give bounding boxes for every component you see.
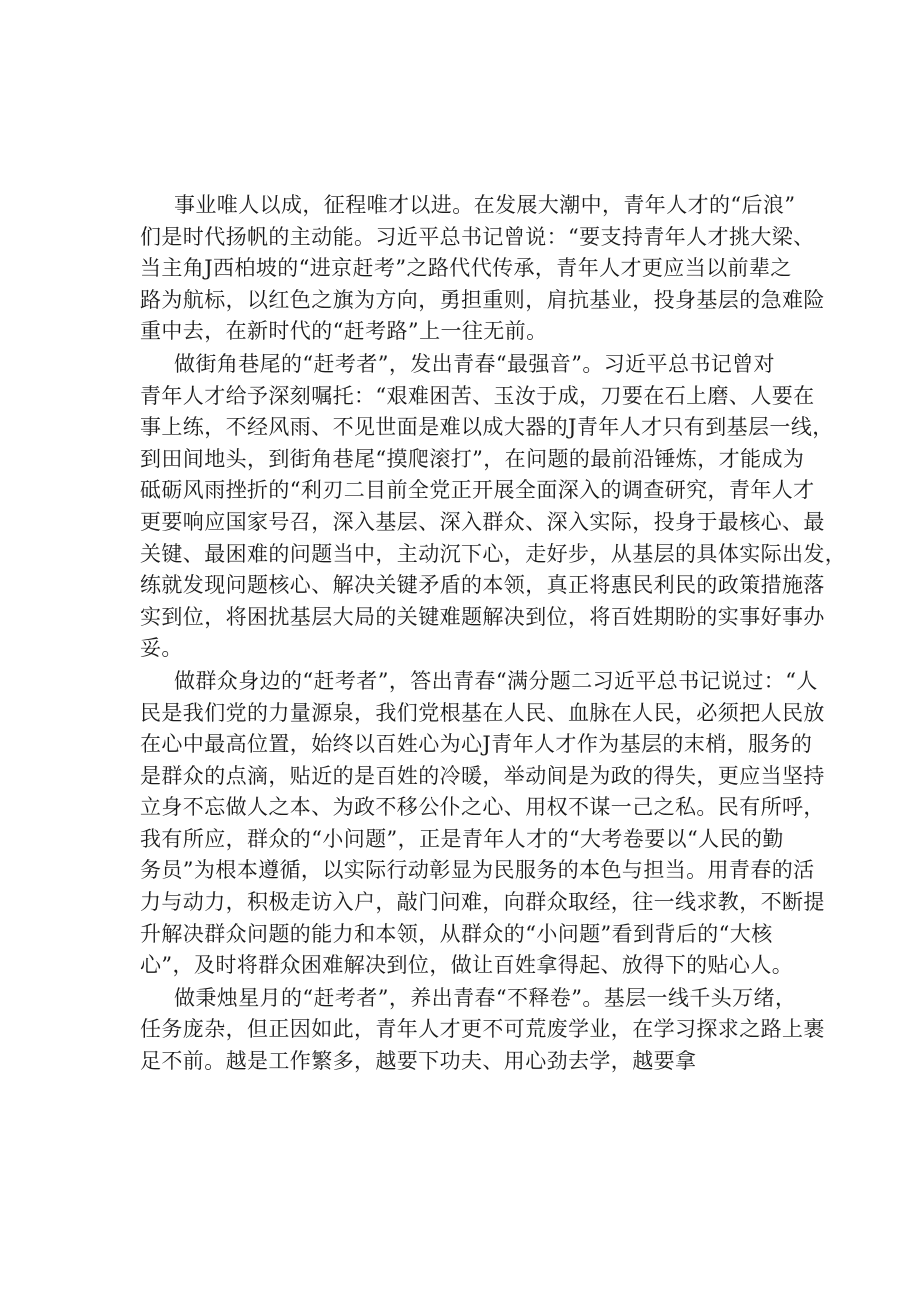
text-line: 事上练，不经风雨、不见世面是难以成大器的J青年人才只有到基层一线， (140, 415, 834, 440)
text-line: 路为航标，以红色之旗为方向，勇担重则，肩抗基业，投身基层的急难险 (140, 287, 825, 312)
text-line: 在心中最高位置，始终以百姓心为心J青年人才作为基层的末梢，服务的 (140, 732, 813, 757)
text-line: 心”，及时将群众困难解决到位，做让百姓拿得起、放得下的贴心人。 (140, 953, 794, 978)
text-line: 练就发现问题核心、解决关键矛盾的本领，真正将惠民利民的政策措施落 (140, 573, 825, 598)
text-line: 实到位，将困扰基层大局的关键难题解决到位，将百姓期盼的实事好事办 (140, 604, 825, 629)
text-line: 我有所应，群众的“小问题”，正是青年人才的“大考卷要以“人民的勤 (140, 826, 784, 851)
text-line: 做群众身边的“赶考者”，答出青春“满分题二习近平总书记说过：“人 (174, 668, 818, 693)
text-line: 青年人才给予深刻嘱托：“艰难困苦、玉汝于成，刀要在石上磨、人要在 (140, 383, 815, 408)
text-line: 做秉烛星月的“赶考者”，养出青春“不释卷”。基层一线千头万绪， (174, 985, 797, 1010)
text-line: 务员”为根本遵循，以实际行动彰显为民服务的本色与担当。用青春的活 (140, 858, 815, 883)
text-line: 妥。 (140, 636, 183, 661)
text-line: 任务庞杂，但正因如此，青年人才更不可荒废学业，在学习探求之路上裹 (140, 1017, 825, 1042)
paragraph-2 (140, 349, 847, 665)
text-line: 足不前。越是工作繁多，越要下功夫、用心劲去学，越要拿 (140, 1049, 697, 1074)
text-line: 们是时代扬帆的主动能。习近平总书记曾说：“要支持青年人才挑大梁、 (140, 224, 815, 249)
text-line: 民是我们党的力量源泉，我们党根基在人民、血脉在人民，必须把人民放 (140, 700, 825, 725)
text-line: 事业唯人以成，征程唯才以进。在发展大潮中，青年人才的“后浪” (174, 193, 796, 217)
text-line: 当主角J西柏坡的“进京赶考”之路代代传承，青年人才更应当以前辈之 (140, 256, 792, 281)
document-body (140, 190, 847, 1079)
text-line: 升解决群众问题的能力和本领，从群众的“小问题”看到背后的“大核 (140, 921, 773, 946)
text-line: 更要响应国家号召，深入基层、深入群众、深入实际，投身于最核心、最 (140, 509, 825, 534)
text-line: 是群众的点滴，贴近的是百姓的冷暖，举动间是为政的得失，更应当坚持 (140, 763, 825, 788)
paragraph-4 (140, 983, 825, 1078)
paragraph-3 (140, 666, 825, 982)
text-line: 关键、最困难的问题当中，主动沉下心，走好步，从基层的具体实际出发， (140, 541, 847, 566)
text-line: 做街角巷尾的“赶考者”，发出青春“最强音”。习近平总书记曾对 (174, 351, 775, 376)
text-line: 立身不忘做人之本、为政不移公仆之心、用权不谋一己之私。民有所呼， (140, 795, 825, 820)
paragraph-1 (140, 190, 825, 348)
text-line: 砥砺风雨挫折的“利刃二目前全党正开展全面深入的调查研究，青年人才 (140, 478, 815, 503)
text-line: 力与动力，积极走访入户，敲门问难，向群众取经，往一线求教，不断提 (140, 890, 825, 915)
text-line: 重中去，在新时代的“赶考路”上一往无前。 (140, 319, 548, 344)
text-line: 到田间地头，到街角巷尾“摸爬滚打”，在问题的最前沿锤炼，才能成为 (140, 446, 805, 471)
